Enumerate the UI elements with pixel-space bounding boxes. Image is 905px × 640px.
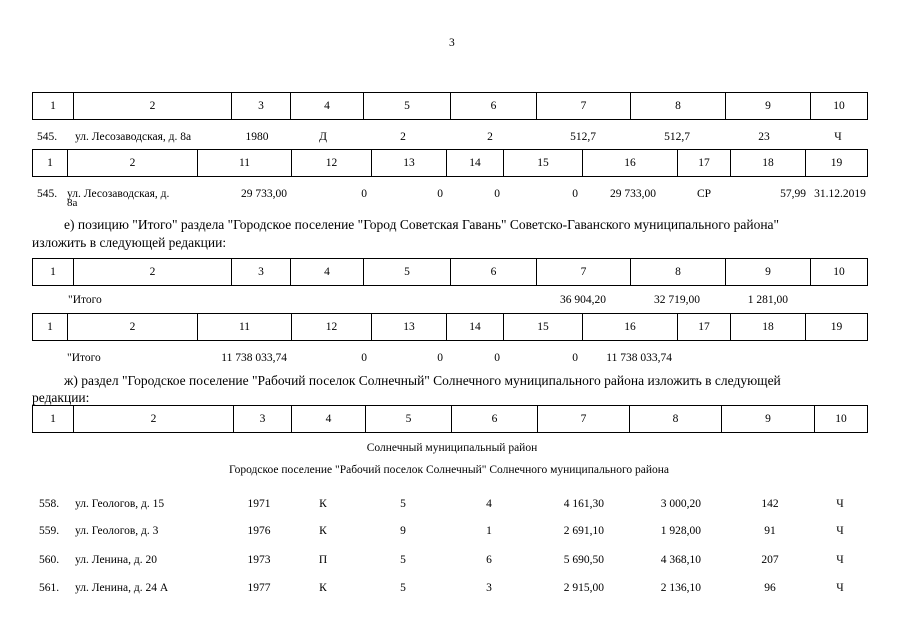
header-cell: 11 bbox=[197, 150, 291, 176]
floors: 2 bbox=[400, 131, 406, 143]
area-total: 2 691,10 bbox=[563, 525, 604, 537]
header-cell: 9 bbox=[725, 93, 810, 119]
floors: 5 bbox=[400, 554, 406, 566]
area-living: 4 368,10 bbox=[660, 554, 701, 566]
header-cell: 7 bbox=[537, 406, 629, 432]
cost-total: 29 733,00 bbox=[241, 188, 287, 200]
header-cell: 3 bbox=[231, 259, 290, 285]
paragraph-e-line2: изложить в следующей редакции: bbox=[32, 235, 227, 250]
settlement-heading: Городское поселение "Рабочий поселок Солнечный" Солнечного муниципального района bbox=[228, 464, 670, 476]
table-d-header bbox=[32, 313, 868, 341]
header-cell: 17 bbox=[677, 150, 730, 176]
total-15: 0 bbox=[572, 352, 578, 364]
header-cell: 5 bbox=[363, 93, 450, 119]
ownership: Ч bbox=[836, 525, 844, 537]
header-cell: 12 bbox=[291, 150, 371, 176]
entrances: 1 bbox=[486, 525, 492, 537]
value-16: 29 733,00 bbox=[610, 188, 656, 200]
address-continuation: 8а bbox=[67, 197, 78, 209]
header-cell: 19 bbox=[805, 314, 867, 340]
area-living: 512,7 bbox=[664, 131, 690, 143]
year: 1977 bbox=[247, 582, 271, 594]
entrances: 6 bbox=[486, 554, 492, 566]
header-cell: 1 bbox=[47, 321, 53, 333]
row-number: 558. bbox=[39, 498, 60, 510]
material: К bbox=[319, 525, 327, 537]
header-cell: 16 bbox=[582, 150, 677, 176]
floors: 5 bbox=[400, 498, 406, 510]
header-cell: 14 bbox=[446, 314, 503, 340]
header-cell: 10 bbox=[810, 93, 867, 119]
residents: 142 bbox=[761, 498, 779, 510]
residents: 23 bbox=[758, 131, 770, 143]
year: 1971 bbox=[247, 498, 271, 510]
header-cell: 2 bbox=[67, 314, 197, 340]
header-cell: 1 bbox=[50, 266, 56, 278]
header-cell: 18 bbox=[730, 150, 805, 176]
row-number: 545. bbox=[37, 131, 58, 143]
ownership: Ч bbox=[836, 498, 844, 510]
header-cell: 2 bbox=[73, 259, 231, 285]
header-cell: 2 bbox=[73, 93, 231, 119]
total-12: 0 bbox=[361, 352, 367, 364]
table-c-header bbox=[32, 258, 868, 286]
value-12: 0 bbox=[361, 188, 367, 200]
address: ул. Лесозаводская, д. 8а bbox=[75, 131, 192, 143]
header-cell: 7 bbox=[536, 259, 630, 285]
header-cell: 15 bbox=[503, 150, 582, 176]
header-cell: 6 bbox=[450, 259, 536, 285]
paragraph-zh-line2: редакции: bbox=[32, 390, 90, 405]
header-cell: 8 bbox=[630, 259, 725, 285]
area-living: 2 136,10 bbox=[660, 582, 701, 594]
address: ул. Ленина, д. 20 bbox=[75, 554, 157, 566]
year: 1973 bbox=[247, 554, 271, 566]
row-number: 561. bbox=[39, 582, 60, 594]
entrances: 2 bbox=[487, 131, 493, 143]
header-cell: 4 bbox=[291, 406, 365, 432]
header-cell: 4 bbox=[290, 93, 363, 119]
header-cell: 2 bbox=[73, 406, 233, 432]
total-cost: 11 738 033,74 bbox=[221, 352, 287, 364]
area-living: 3 000,20 bbox=[660, 498, 701, 510]
district-heading: Солнечный муниципальный район bbox=[366, 442, 538, 454]
header-cell: 16 bbox=[582, 314, 677, 340]
deadline: 31.12.2019 bbox=[814, 188, 866, 200]
material: К bbox=[319, 498, 327, 510]
header-cell: 3 bbox=[231, 93, 290, 119]
header-cell: 17 bbox=[677, 314, 730, 340]
header-cell: 14 bbox=[446, 150, 503, 176]
residents: 91 bbox=[764, 525, 776, 537]
header-cell: 8 bbox=[629, 406, 721, 432]
floors: 5 bbox=[400, 582, 406, 594]
header-cell: 7 bbox=[536, 93, 630, 119]
total-label: "Итого bbox=[68, 294, 102, 306]
total-living-area: 32 719,00 bbox=[654, 294, 700, 306]
address: ул. Ленина, д. 24 А bbox=[75, 582, 169, 594]
material: Д bbox=[319, 131, 327, 143]
floors: 9 bbox=[400, 525, 406, 537]
source: СР bbox=[696, 188, 712, 200]
area-living: 1 928,00 bbox=[660, 525, 701, 537]
page-number: 3 bbox=[449, 37, 455, 49]
header-cell: 4 bbox=[290, 259, 363, 285]
table-a-header bbox=[32, 92, 868, 120]
header-cell: 1 bbox=[50, 413, 56, 425]
address: ул. Геологов, д. 3 bbox=[75, 525, 159, 537]
header-cell: 10 bbox=[810, 259, 867, 285]
address: ул. Лесозаводская, д. bbox=[67, 188, 170, 200]
total-14: 0 bbox=[494, 352, 500, 364]
header-cell: 9 bbox=[725, 259, 810, 285]
header-cell: 18 bbox=[730, 314, 805, 340]
header-cell: 10 bbox=[814, 406, 867, 432]
area-total: 512,7 bbox=[570, 131, 596, 143]
header-cell: 8 bbox=[630, 93, 725, 119]
total-residents: 1 281,00 bbox=[747, 294, 788, 306]
area-total: 4 161,30 bbox=[563, 498, 604, 510]
paragraph-e-line1: е) позицию "Итого" раздела "Городское поселение "Город Советская Гавань" Советско-Гаванского муниципального района" bbox=[64, 217, 780, 232]
row-number: 559. bbox=[39, 525, 60, 537]
header-cell: 13 bbox=[371, 150, 446, 176]
area-total: 5 690,50 bbox=[563, 554, 604, 566]
header-cell: 1 bbox=[50, 100, 56, 112]
header-cell: 2 bbox=[67, 150, 197, 176]
entrances: 3 bbox=[486, 582, 492, 594]
header-cell: 11 bbox=[197, 314, 291, 340]
header-cell: 13 bbox=[371, 314, 446, 340]
residents: 96 bbox=[764, 582, 776, 594]
header-cell: 9 bbox=[721, 406, 814, 432]
header-cell: 6 bbox=[451, 406, 537, 432]
total-13: 0 bbox=[437, 352, 443, 364]
row-number: 560. bbox=[39, 554, 60, 566]
ownership: Ч bbox=[836, 554, 844, 566]
header-cell: 5 bbox=[363, 259, 450, 285]
ownership: Ч bbox=[834, 131, 842, 143]
header-cell: 5 bbox=[365, 406, 451, 432]
paragraph-zh-line1: ж) раздел "Городское поселение "Рабочий поселок Солнечный" Солнечного муниципального района изложить в следующей bbox=[64, 373, 781, 388]
material: П bbox=[318, 554, 328, 566]
table-e-header bbox=[32, 405, 868, 433]
header-cell: 3 bbox=[233, 406, 291, 432]
material: К bbox=[319, 582, 327, 594]
value-14: 0 bbox=[494, 188, 500, 200]
ownership: Ч bbox=[836, 582, 844, 594]
header-cell: 12 bbox=[291, 314, 371, 340]
total-16: 11 738 033,74 bbox=[606, 352, 672, 364]
total-area: 36 904,20 bbox=[560, 294, 606, 306]
header-cell: 19 bbox=[805, 150, 867, 176]
address: ул. Геологов, д. 15 bbox=[75, 498, 165, 510]
year: 1980 bbox=[245, 131, 269, 143]
row-number: 545. bbox=[37, 188, 58, 200]
entrances: 4 bbox=[486, 498, 492, 510]
header-cell: 6 bbox=[450, 93, 536, 119]
year: 1976 bbox=[247, 525, 271, 537]
residents: 207 bbox=[761, 554, 779, 566]
value-15: 0 bbox=[572, 188, 578, 200]
total-label: "Итого bbox=[67, 352, 101, 364]
area-total: 2 915,00 bbox=[563, 582, 604, 594]
table-b-header bbox=[32, 149, 868, 177]
unit-cost: 57,99 bbox=[780, 188, 806, 200]
value-13: 0 bbox=[437, 188, 443, 200]
header-cell: 1 bbox=[47, 157, 53, 169]
header-cell: 15 bbox=[503, 314, 582, 340]
